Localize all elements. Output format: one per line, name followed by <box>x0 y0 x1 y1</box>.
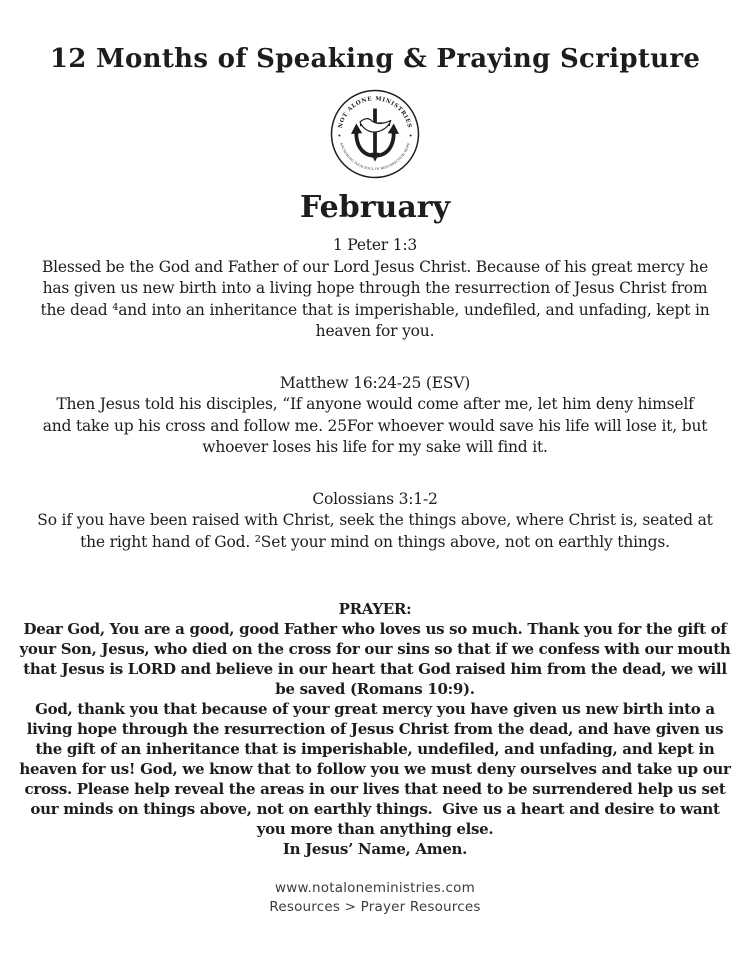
prayer-heading: PRAYER: <box>338 600 412 618</box>
ministry-logo <box>330 89 420 179</box>
logo-left-dot <box>338 135 340 137</box>
scripture-line: heaven for you. <box>315 322 435 340</box>
scripture-line: and take up his cross and follow me. 25For whoever would save his life will lose it, but <box>42 416 708 435</box>
scripture-block-matthew <box>0 373 750 459</box>
prayer-paragraph-2 <box>0 699 750 859</box>
footer-website: www.notaloneministries.com <box>275 880 475 896</box>
prayer-line: your Son, Jesus, who died on the cross for our sins so that if we confess with our mouth <box>19 640 731 658</box>
logo-arc-top-text: NOT ALONE MINISTRIES <box>337 96 413 130</box>
prayer-paragraph-1 <box>0 619 750 699</box>
scripture-block-colossians <box>0 489 750 554</box>
logo-right-dot <box>410 135 412 137</box>
scripture-block-1-peter <box>0 235 750 343</box>
page-title: 12 Months of Speaking & Praying Scripture <box>49 44 701 74</box>
prayer-line: Dear God, You are a good, good Father who loves us so much. Thank you for the gift of <box>23 620 727 638</box>
scripture-text <box>0 257 750 343</box>
scripture-line: the dead ⁴and into an inheritance that is imperishable, undefiled, and unfading, kept in <box>40 300 710 319</box>
prayer-line: that Jesus is LORD and believe in our heart that God raised him from the dead, we will <box>23 660 727 678</box>
scripture-line: Then Jesus told his disciples, “If anyone would come after me, let him deny himself <box>56 395 694 413</box>
scripture-line: the right hand of God. ²Set your mind on things above, not on earthly things. <box>80 532 670 551</box>
prayer-line: God, thank you that because of your great mercy you have given us new birth into a <box>35 700 715 718</box>
scripture-text <box>0 394 750 459</box>
prayer-line: In Jesus’ Name, Amen. <box>282 840 468 858</box>
prayer-line: be saved (Romans 10:9). <box>275 680 475 698</box>
scripture-line: whoever loses his life for my sake will find it. <box>202 438 548 456</box>
scripture-text <box>0 510 750 553</box>
footer-resources-path: Resources > Prayer Resources <box>269 899 481 915</box>
footer <box>0 879 750 917</box>
anchor-cross-icon <box>351 109 399 162</box>
prayer-line: the gift of an inheritance that is imperishable, undefiled, and unfading, and kept in <box>35 740 715 758</box>
scripture-line: So if you have been raised with Christ, seek the things above, where Christ is, seated at <box>37 511 713 529</box>
prayer-line: heaven for us! God, we know that to follow you we must deny ourselves and take up our <box>19 760 731 778</box>
month-heading: February <box>299 190 450 225</box>
scripture-reference: Matthew 16:24-25 (ESV) <box>279 373 471 392</box>
ministry-seal-icon <box>330 89 420 179</box>
prayer-line: cross. Please help reveal the areas in our lives that need to be surrendered help us set <box>24 780 726 798</box>
scripture-reference: 1 Peter 1:3 <box>332 236 418 254</box>
prayer-line: living hope through the resurrection of Jesus Christ from the dead, and have given us <box>26 720 724 738</box>
logo-arc-bottom-text: ANCHORING YOUR SOUL IN RESURRECTION HOPE <box>339 142 411 171</box>
prayer-line: you more than anything else. <box>256 820 494 838</box>
prayer-section <box>0 599 750 859</box>
prayer-line: our minds on things above, not on earthly things. Give us a heart and desire to want <box>30 800 720 818</box>
scripture-reference: Colossians 3:1-2 <box>312 489 438 508</box>
scripture-line: has given us new birth into a living hope through the resurrection of Jesus Christ from <box>42 279 708 297</box>
scripture-line: Blessed be the God and Father of our Lord Jesus Christ. Because of his great mercy he <box>41 257 709 276</box>
